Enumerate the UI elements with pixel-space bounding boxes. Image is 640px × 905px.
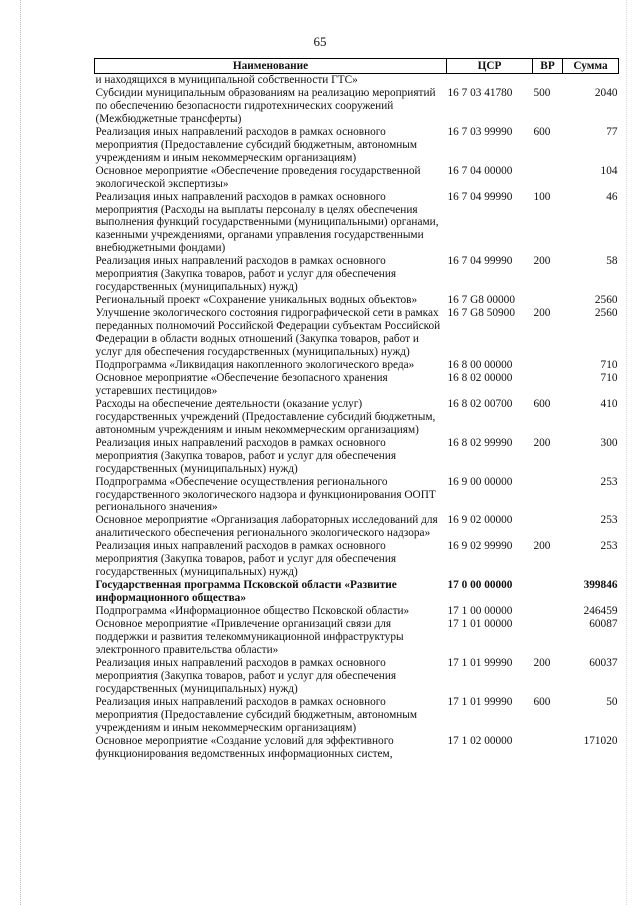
row-csr-cell [447,74,533,87]
row-sum-cell: 50 [606,695,618,708]
row-vr-cell [533,618,563,657]
table-row [95,165,619,191]
table-row [95,359,619,372]
table-row [95,579,619,605]
table-row [95,126,619,165]
row-name-cell: Реализация иных направлений расходов в рамках основного мероприятия (Предоставление субсидий бюджетным, автономным учреждениям и иным некоммерческим организациям) [95,695,418,734]
row-name-cell: Реализация иных направлений расходов в рамках основного мероприятия (Закупка товаров, работ и услуг для обеспечения государственных (муниципальных) нужд) [95,656,397,695]
row-vr-cell [533,514,563,540]
row-sum-cell: 2560 [594,294,618,307]
table-row [95,307,619,359]
row-sum-cell: 77 [606,125,618,138]
row-vr-cell: 200 [533,255,551,268]
row-vr-cell [533,735,563,761]
page-number: 65 [313,34,327,49]
row-sum-cell: 246459 [583,605,618,618]
header-vr: ВР [533,59,563,74]
row-vr-cell [533,605,563,618]
row-csr-cell: 16 9 00 00000 [447,475,513,488]
row-sum-cell: 300 [600,436,618,449]
table-row [95,255,619,294]
header-sum: Сумма [563,59,619,74]
row-name-cell: Расходы на обеспечение деятельности (оказание услуг) государственных учреждений (Предоставление субсидий бюджетным, автономным учреждениям и иным некоммерческим организациям) [95,397,436,436]
row-name-cell: Реализация иных направлений расходов в рамках основного мероприятия (Закупка товаров, работ и услуг для обеспечения государственных (муниципальных) нужд) [95,540,397,579]
row-csr-cell: 16 7 G8 00000 [447,294,515,307]
row-sum-cell: 410 [600,397,618,410]
row-vr-cell: 200 [533,307,551,320]
row-csr-cell: 16 7 04 00000 [447,164,513,177]
row-csr-cell: 17 1 01 99990 [447,695,513,708]
row-name-cell: Подпрограмма «Информационное общество Псковской области» [95,605,410,618]
row-csr-cell: 16 8 02 00700 [447,397,513,410]
row-sum-cell: 2040 [594,86,618,99]
row-name-cell: Региональный проект «Сохранение уникальных водных объектов» [95,294,418,307]
row-name-cell: Государственная программа Псковской области «Развитие информационного общества» [95,579,397,605]
row-vr-cell [533,359,563,372]
table-row [95,74,619,87]
row-vr-cell [533,74,563,87]
table-row [95,191,619,256]
row-sum-cell: 253 [600,475,618,488]
table-row [95,618,619,657]
table-row [95,657,619,696]
row-csr-cell: 17 1 01 99990 [447,656,513,669]
row-vr-cell [533,579,563,605]
row-sum-cell: 2560 [594,307,618,320]
row-sum-cell: 710 [600,358,618,371]
row-sum-cell: 253 [600,540,618,553]
table-row [95,735,619,761]
row-csr-cell: 16 7 03 41780 [447,86,513,99]
row-vr-cell: 600 [533,125,551,138]
row-csr-cell: 17 1 02 00000 [447,734,513,747]
row-vr-cell: 200 [533,656,551,669]
row-name-cell: Реализация иных направлений расходов в рамках основного мероприятия (Предоставление субсидий бюджетным, автономным учреждениям и иным некоммерческим организациям) [95,125,418,164]
row-sum-cell: 60087 [589,618,618,631]
row-name-cell: Реализация иных направлений расходов в рамках основного мероприятия (Закупка товаров, работ и услуг для обеспечения государственных (муниципальных) нужд) [95,255,397,294]
header-name: Наименование [95,59,447,74]
row-sum-cell: 60037 [589,656,618,669]
row-csr-cell: 16 9 02 00000 [447,514,513,527]
row-vr-cell: 500 [533,86,551,99]
table-row [95,87,619,126]
row-name-cell: Основное мероприятие «Организация лабораторных исследований для аналитического обеспечения регионального экологического надзора» [95,514,438,540]
row-vr-cell [533,294,563,307]
row-csr-cell: 17 0 00 00000 [447,579,513,592]
table-row [95,294,619,307]
row-sum-cell: 253 [600,514,618,527]
row-vr-cell: 600 [533,695,551,708]
row-sum-cell: 46 [606,190,618,203]
table-body [95,74,619,761]
row-csr-cell: 16 8 00 00000 [447,358,513,371]
header-csr: ЦСР [447,59,533,74]
table-row [95,514,619,540]
row-name-cell: Основное мероприятие «Обеспечение проведения государственной экологической экспертизы» [95,164,421,190]
row-csr-cell: 16 8 02 00000 [447,371,513,384]
row-name-cell: Основное мероприятие «Привлечение организаций связи для поддержки и развития телекоммуникационной инфраструктуры электронного правительства области» [95,618,404,656]
row-sum-cell: 171020 [583,734,618,747]
row-name-cell: Реализация иных направлений расходов в рамках основного мероприятия (Закупка товаров, работ и услуг для обеспечения государственных (муниципальных) нужд) [95,436,397,475]
row-vr-cell: 200 [533,436,551,449]
row-name-cell: и находящихся в муниципальной собственности ГТС» [95,74,358,86]
row-name-cell: Подпрограмма «Ликвидация накопленного экологического вреда» [95,358,415,371]
table-header [95,59,619,74]
left-margin-line [20,0,22,905]
row-sum-cell: 399846 [583,579,618,592]
row-csr-cell: 16 7 03 99990 [447,125,513,138]
row-sum-cell [563,74,619,87]
row-sum-cell: 104 [600,164,618,177]
row-csr-cell: 16 7 04 99990 [447,190,513,203]
row-name-cell: Реализация иных направлений расходов в рамках основного мероприятия (Расходы на выплаты персоналу в целях обеспечения выполнения функций государственными (муниципальными) органами, казенными учреждениями, органами управления государственными внебюджетными фондами) [95,190,439,255]
row-vr-cell: 600 [533,397,551,410]
table-row [95,372,619,398]
row-csr-cell: 16 9 02 99990 [447,540,513,553]
row-csr-cell: 16 7 G8 50900 [447,307,515,320]
row-csr-cell: 16 7 04 99990 [447,255,513,268]
table-row [95,605,619,618]
row-vr-cell: 100 [533,190,551,203]
row-csr-cell: 17 1 00 00000 [447,605,513,618]
budget-table [94,58,619,761]
table-row [95,437,619,476]
row-vr-cell [533,476,563,515]
table-row [95,398,619,437]
row-name-cell: Субсидии муниципальным образованиям на реализацию мероприятий по обеспечению безопасности гидротехнических сооружений (Межбюджетные трансферты) [95,86,436,125]
row-name-cell: Основное мероприятие «Обеспечение безопасного хранения устаревших пестицидов» [95,371,388,397]
row-name-cell: Основное мероприятие «Создание условий для эффективного функционирования ведомственных информационных систем, [95,734,394,760]
row-vr-cell: 200 [533,540,551,553]
table-row [95,696,619,735]
row-vr-cell [533,165,563,191]
row-vr-cell [533,372,563,398]
row-sum-cell: 58 [606,255,618,268]
row-name-cell: Подпрограмма «Обеспечение осуществления регионального государственного экологического надзора и функционирования ООПТ регионального значения» [95,475,436,514]
right-margin-line [626,0,628,905]
row-csr-cell: 17 1 01 00000 [447,618,513,631]
row-csr-cell: 16 8 02 99990 [447,436,513,449]
row-name-cell: Улучшение экологического состояния гидрографической сети в рамках переданных полномочий Российской Федерации субъектам Российской Федерации в области водных отношений (Закупка товаров, работ и услуг для обеспечения государственных (муниципальных) нужд) [95,307,441,359]
row-sum-cell: 710 [600,371,618,384]
table-row [95,476,619,515]
table-row [95,540,619,579]
